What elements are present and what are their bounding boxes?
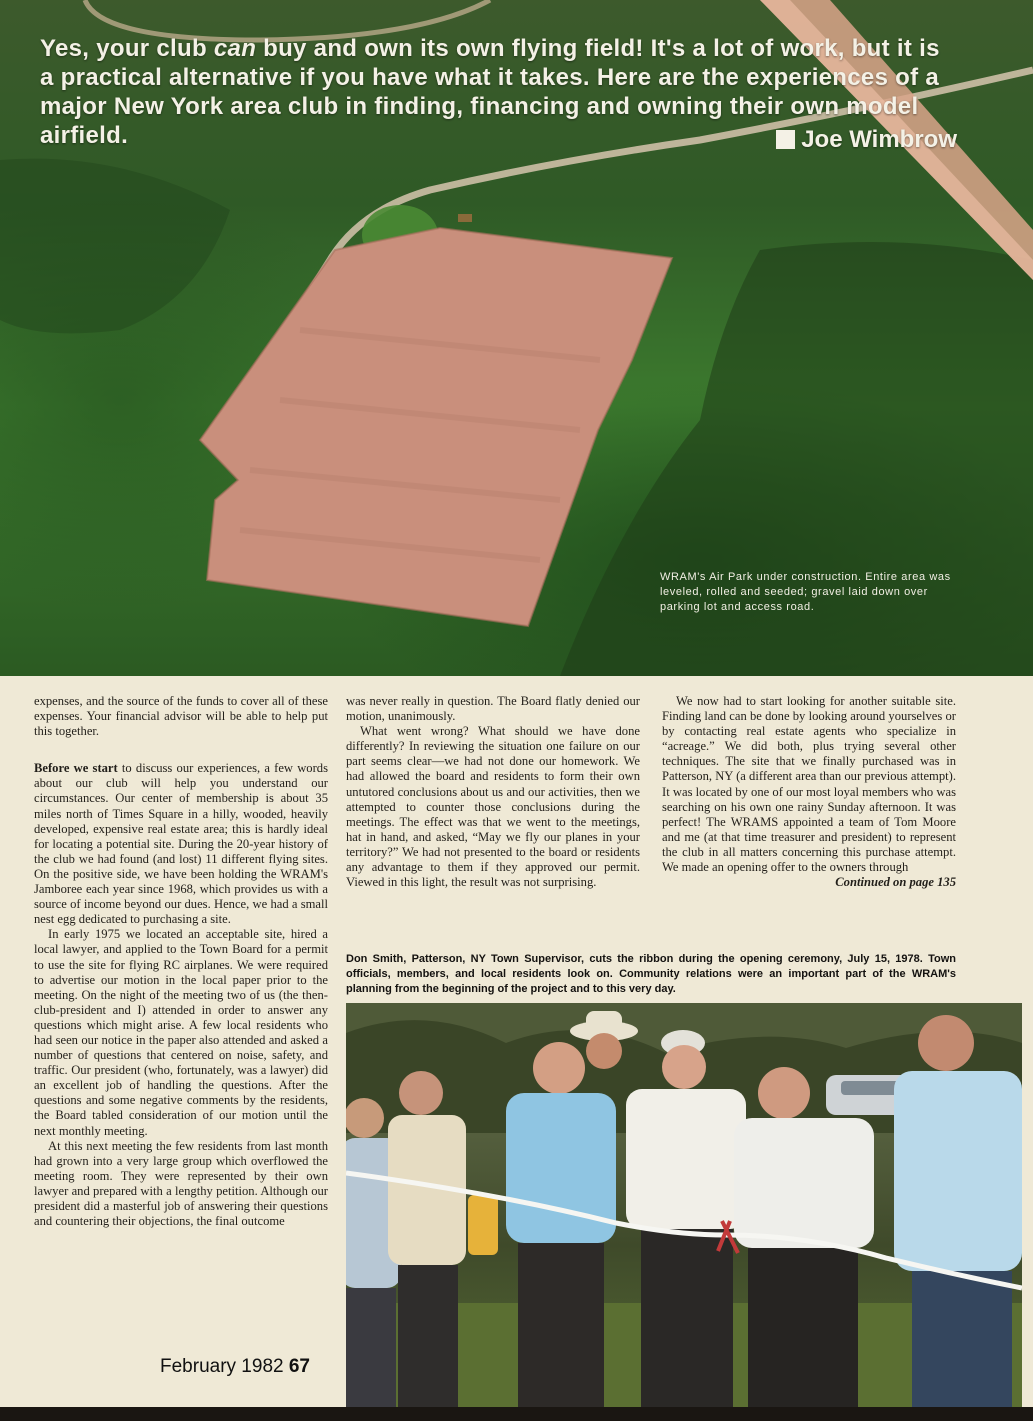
headline-emphasis: can (213, 35, 257, 62)
issue-date: February 1982 (160, 1356, 284, 1377)
text-column-3 (662, 694, 956, 890)
continued-jump-line: Continued on page 135 (835, 875, 956, 890)
column1-paragraph-3: In early 1975 we located an acceptable site, hired a local lawyer, and applied to the Town Board for a permit to use the site for flying RC airplanes. We were required to advertise our motion in the local paper prior to the meeting. On the night of the meeting two of us (the then-club-president and I) attended in order to answer any questions which might arise. A few local residents who had seen our notice in the paper also attended and asked a number of questions that centered on noise, safety, and traffic. Our president (who, fortunately, was a lawyer) did an excellent job of handling the questions. After the questions and some negative comments by the residents, the Board tabled consideration of our motion until the next monthly meeting. (34, 927, 328, 1138)
headline-text-part2: buy and own its own flying field! It's a lot of work, but it is a practical alternative if you have what it takes. Here are the experiences of a major New York area club in finding, financing and owning their own model airfield. (40, 35, 940, 149)
column2-paragraph-2: What went wrong? What should we have done differently? In reviewing the situation one failure on our part seems clear—we had not done our homework. We had allowed the board and residents to form their own untutored conclusions about us and our activities, then we attempted to counter those conclusions during the meetings. The effect was that we went to the meetings, hat in hand, and asked, “May we fly our planes in your territory?” We had not presented to the board or residents any advantage to them if they approved our permit. Viewed in this light, the result was not surprising. (346, 724, 640, 890)
aerial-photo-caption: WRAM's Air Park under construction. Entire area was leveled, rolled and seeded; gravel laid down over parking lot and access road. (660, 571, 951, 613)
author-byline (776, 126, 957, 154)
page-folio (160, 1356, 310, 1378)
column3-paragraph-1: We now had to start looking for another suitable site. Finding land can be done by looking around yourselves or by contacting real estate agents who specialize in “acreage.” We did both, plus trying several other techniques. The site that we finally purchased was in Patterson, NY (a different area than our previous attempt). It was located by one of our most loyal members who was searching on his own one rainy Sunday afternoon. It was perfect! The WRAMS appointed a team of Tom Moore and me (at that time treasurer and president) to represent the club in all matters concerning this purchase attempt. We made an opening offer to the owners through (662, 694, 956, 875)
column2-paragraph-1: was never really in question. The Board flatly denied our motion, unanimously. (346, 694, 640, 724)
byline-square-icon (776, 130, 795, 149)
ribbon-cutting-photo (346, 1003, 1022, 1407)
text-column-2 (346, 694, 640, 890)
page-bottom-edge (0, 1407, 1033, 1421)
aerial-photo (0, 0, 1033, 676)
section-lead-in: Before we start (34, 761, 118, 776)
page-number: 67 (288, 1356, 310, 1377)
text-column-1 (34, 694, 328, 1229)
column1-paragraph-2 (34, 761, 328, 927)
author-name: Joe Wimbrow (801, 126, 957, 153)
headline-text-part1: Yes, your club (40, 35, 214, 62)
column1-paragraph-2-body: to discuss our experiences, a few words about our club will help you understand our circumstances. Our center of membership is about 35 miles north of Times Square in a hilly, wooded, heavily developed, expensive real estate area; this is hardly ideal for locating a potential site. During the 20-year history of the club we had found (and lost) 11 different flying sites. On the positive side, we have been holding the WRAM's Jamboree each year since 1968, which provides us with a source of income beyond our dues. Hence, we had a small nest egg dedicated to purchasing a site. (34, 761, 328, 927)
ribbon-cutting-illustration (346, 1003, 1022, 1407)
ceremony-photo-caption: Don Smith, Patterson, NY Town Supervisor, cuts the ribbon during the opening ceremony, July 15, 1978. Town officials, members, and local residents look on. Community relations were an important part of the WRAM's planning from the beginning of the project and to this very day. (346, 953, 956, 995)
column1-paragraph-1: expenses, and the source of the funds to cover all of these expenses. Your financial advisor will be able to help put this together. (34, 694, 328, 739)
column1-paragraph-4: At this next meeting the few residents from last month had grown into a very large group which overflowed the meeting room. They were represented by their own lawyer and prepared with a lengthy petition. Although our president did a masterful job of answering their questions and countering their objections, the final outcome (34, 1138, 328, 1229)
